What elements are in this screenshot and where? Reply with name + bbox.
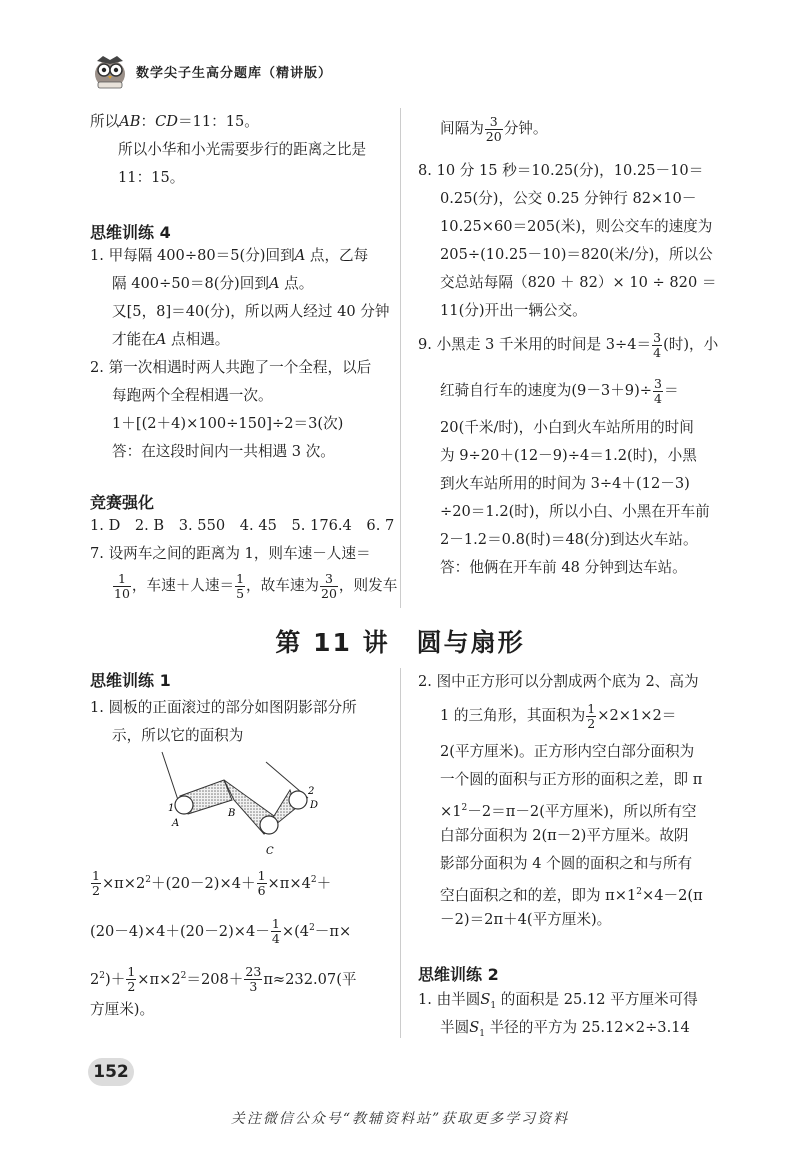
text-line: ÷20＝1.2(时)，所以小白、小黑在开车前 <box>440 503 710 520</box>
text-line: 9. 小黑走 3 千米用的时间是 3÷4＝ $\frac{3}{4}$ (时)，小 <box>418 329 719 360</box>
fraction: $\frac{1}{2}$ <box>587 700 596 731</box>
column-divider <box>400 108 401 608</box>
section-heading: 竞赛强化 <box>90 493 155 512</box>
label-c: C <box>266 846 274 857</box>
owl-mascot-icon <box>90 52 130 90</box>
text-line: 答：在这段时间内一共相遇 3 次。 <box>112 443 335 460</box>
book-title: 数学尖子生高分题库（精讲版） <box>136 66 333 81</box>
text-line: 答：他俩在开车前 48 分钟到达车站。 <box>440 559 687 576</box>
text-line: －2)＝2π＋4(平方厘米)。 <box>440 911 612 928</box>
rolling-disc-figure <box>160 748 330 860</box>
text-line: 间隔为 $\frac{3}{20}$ 分钟。 <box>440 113 548 144</box>
fraction: $\frac{1}{10}$ <box>114 570 130 601</box>
text-line: 20(千米/时)，小白到火车站所用的时间 <box>440 419 694 436</box>
label-a: A <box>172 818 180 829</box>
label-1: 1 <box>168 803 175 814</box>
text-line: 半圆$S_1$ 半径的平方为 25.12×2÷3.14 <box>440 1019 690 1039</box>
text-line: 所以AB：CD＝11：15。 <box>90 113 259 130</box>
text-line: 2(平方厘米)。正方形内空白部分面积为 <box>440 743 695 760</box>
text-line: 11：15。 <box>118 169 185 186</box>
text-line: 才能在A 点相遇。 <box>112 331 230 348</box>
text-line: 空白面积之和的差，即为 $\pi\times 1^2\times 4-2(\pi$ <box>440 886 703 904</box>
answer-line: 1. D 2. B 3. 550 4. 45 5. 176.4 6. 7 <box>90 517 395 534</box>
fraction: $\frac{3}{20}$ <box>321 570 337 601</box>
section-heading: 思维训练 2 <box>418 965 499 984</box>
fraction: $\frac{1}{4}$ <box>271 916 280 947</box>
fraction: $\frac{23}{3}$ <box>245 964 262 995</box>
fraction: $\frac{3}{4}$ <box>654 375 662 406</box>
text-line: 红骑自行车的速度为(9－3＋9)÷ $\frac{3}{4}$ ＝ <box>440 375 679 406</box>
formula-line: $\frac{1}{2}$ $\times\pi\times 2^2+(20-2)\times 4+$ $\frac{1}{6}$ $\times\pi\times 4^2+$ <box>92 868 332 899</box>
text-line: 示，所以它的面积为 <box>112 727 244 744</box>
text-line: 每跑两个全程相遇一次。 <box>112 387 273 404</box>
text-line: 7. 设两车之间的距离为 1，则车速－人速＝ <box>90 545 371 562</box>
fraction: $\frac{1}{5}$ <box>236 570 245 601</box>
text-line: 1. 圆板的正面滚过的部分如图阴影部分所 <box>90 699 357 716</box>
text-line: 又[5，8]＝40(分)，所以两人经过 40 分钟 <box>112 303 390 320</box>
fraction: $\frac{3}{20}$ <box>485 113 502 144</box>
text-line: 11(分)开出一辆公交。 <box>440 302 587 319</box>
column-divider <box>400 668 401 1038</box>
text-line: 为 9÷20＋(12－9)÷4＝1.2(时)，小黑 <box>440 447 697 464</box>
text-line: 1 的三角形，其面积为 $\frac{1}{2}$ ×2×1×2＝ <box>440 700 677 731</box>
chapter-title: 第 11 讲 圆与扇形 <box>275 628 525 657</box>
text-line: 1. 由半圆$S_1$ 的面积是 25.12 平方厘米可得 <box>418 991 698 1011</box>
text-line: 白部分面积为 2(π－2)平方厘米。故阴 <box>440 827 689 844</box>
fraction: $\frac{1}{6}$ <box>257 868 266 899</box>
text-line: 方厘米)。 <box>90 1001 155 1018</box>
text-line: 隔 400÷50＝8(分)回到A 点。 <box>112 275 314 292</box>
label-b: B <box>228 808 236 819</box>
text-line: 2. 第一次相遇时两人共跑了一个全程，以后 <box>90 359 372 376</box>
label-d: D <box>310 800 319 811</box>
section-heading: 思维训练 1 <box>90 671 171 690</box>
text-line: 交总站每隔（820 ＋ 82）× 10 ÷ 820 ＝ <box>440 274 717 291</box>
text-line: $\frac{1}{10}$ ，车速＋人速＝ $\frac{1}{5}$ ，故车速为 $\frac{3}{20}$ ，则发车 <box>114 570 398 601</box>
text-line: 一个圆的面积与正方形的面积之差，即 π <box>440 771 703 788</box>
text-line: 8. 10 分 15 秒＝10.25(分)，10.25－10＝ <box>418 162 704 179</box>
text-line: 2. 图中正方形可以分割成两个底为 2、高为 <box>418 673 699 690</box>
fraction: $\frac{1}{2}$ <box>92 868 100 899</box>
text-line: 1. 甲每隔 400÷80＝5(分)回到A 点，乙每 <box>90 247 369 264</box>
text-line: 影部分面积为 4 个圆的面积之和与所有 <box>440 855 693 872</box>
formula-line: $2^2)+$ $\frac{1}{2}$ $\times\pi\times 2^2=208+$ $\frac{23}{3}$ π≈232.07(平 <box>90 964 357 995</box>
text-line: 到火车站所用的时间为 3÷4＋(12－3) <box>440 475 690 492</box>
fraction: $\frac{1}{2}$ <box>127 964 136 995</box>
formula-line: (20－4)×4＋(20－2)×4－ $\frac{1}{4}$ $\times(4^2-\pi\times$ <box>90 916 352 947</box>
text-line: 1＋[(2＋4)×100÷150]÷2＝3(次) <box>112 415 344 432</box>
text-line: 2－1.2＝0.8(时)＝48(分)到达火车站。 <box>440 531 698 548</box>
section-heading: 思维训练 4 <box>90 223 171 242</box>
page-number: 152 <box>88 1058 134 1086</box>
text-line: 所以小华和小光需要步行的距离之比是 <box>118 141 367 158</box>
label-2: 2 <box>308 786 315 797</box>
fraction: $\frac{3}{4}$ <box>653 329 662 360</box>
text-line: 205÷(10.25－10)＝820(米/分)，所以公 <box>440 246 713 263</box>
footer-note: 关注微信公众号“教辅资料站”获取更多学习资料 <box>230 1111 570 1127</box>
text-line: $\times 1^2-2=\pi-2$(平方厘米)，所以所有空 <box>440 802 697 820</box>
text-line: 0.25(分)，公交 0.25 分钟行 82×10－ <box>440 190 697 207</box>
text-line: 10.25×60＝205(米)，则公交车的速度为 <box>440 218 713 235</box>
